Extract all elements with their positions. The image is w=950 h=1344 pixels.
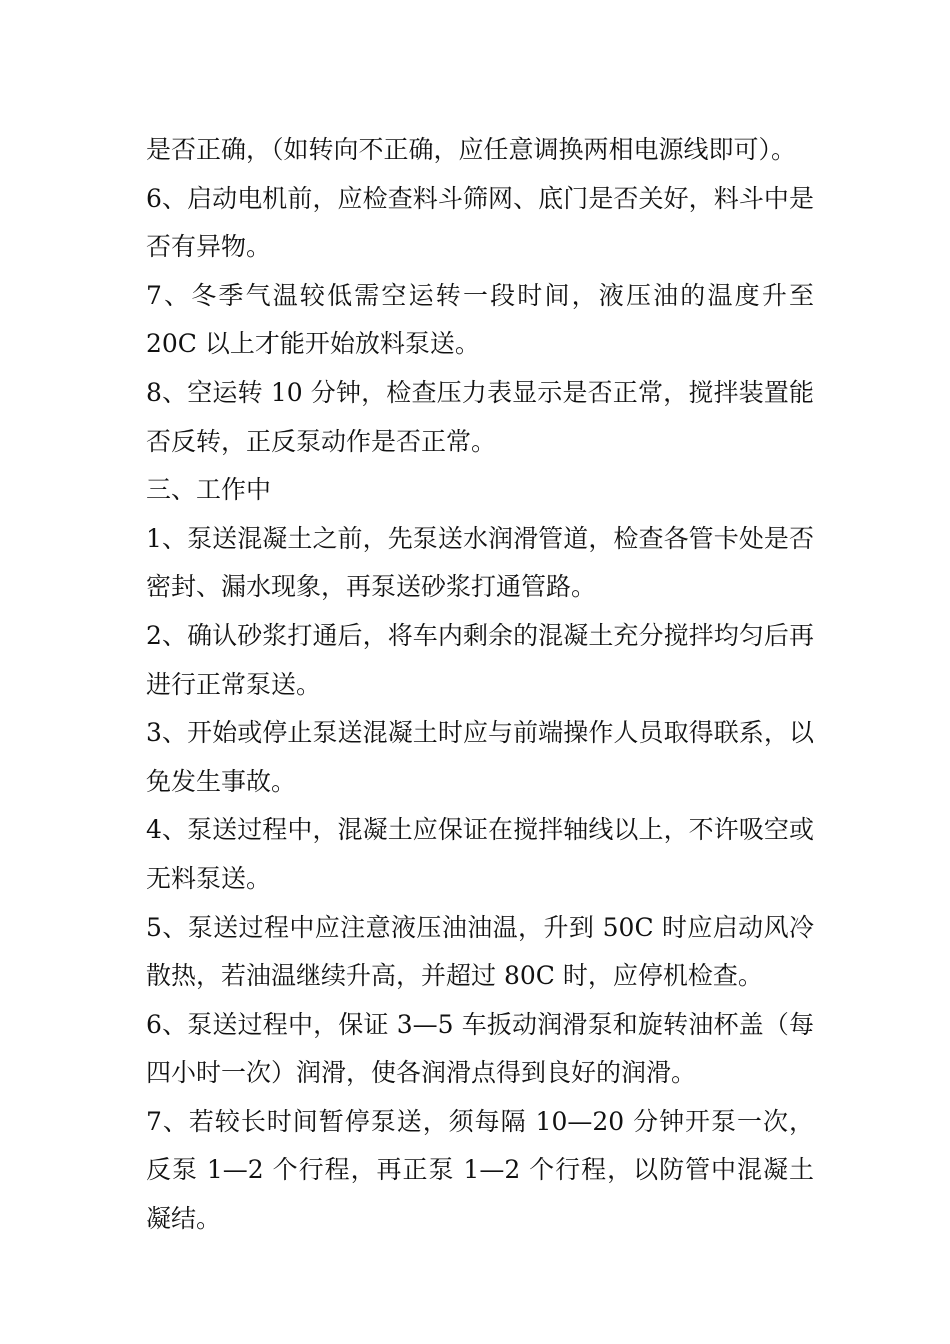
paragraph-work-item-5: 5、泵送过程中应注意液压油油温，升到 50C 时应启动风冷散热，若油温继续升高，并超过 80C 时，应停机检查。: [146, 912, 814, 991]
paragraph-item-8-idle-run: 8、空运转 10 分钟，检查压力表显示是否正常，搅拌装置能否反转，正反泵动作是否正常。: [146, 377, 814, 456]
paragraph-work-item-7: 7、若较长时间暂停泵送，须每隔 10—20 分钟开泵一次，反泵 1—2 个行程，再正泵 1—2 个行程，以防管中混凝土凝结。: [146, 1106, 814, 1234]
paragraph-item-6-motor-start: 6、启动电机前，应检查料斗筛网、底门是否关好，料斗中是否有异物。: [146, 183, 814, 262]
document-body: [146, 126, 814, 1244]
paragraph-work-item-3: 3、开始或停止泵送混凝土时应与前端操作人员取得联系，以免发生事故。: [146, 718, 814, 796]
section-heading-during-work: 三、工作中: [146, 475, 272, 505]
paragraph-work-item-6: 6、泵送过程中，保证 3—5 车扳动润滑泵和旋转油杯盖（每四小时一次）润滑，使各润滑点得到良好的润滑。: [146, 1009, 814, 1088]
paragraph-item-7-winter-warmup: 7、冬季气温较低需空运转一段时间，液压油的温度升至 20C 以上才能开始放料泵送。: [146, 280, 814, 359]
paragraph-work-item-4: 4、泵送过程中，混凝土应保证在搅拌轴线以上，不许吸空或无料泵送。: [146, 815, 814, 893]
paragraph-work-item-1: 1、泵送混凝土之前，先泵送水润滑管道，检查各管卡处是否密封、漏水现象，再泵送砂浆打通管路。: [146, 523, 814, 602]
paragraph-continued-rotation-check: 是否正确，（如转向不正确，应任意调换两相电源线即可）。: [146, 135, 797, 164]
paragraph-work-item-2: 2、确认砂浆打通后，将车内剩余的混凝土充分搅拌均匀后再进行正常泵送。: [146, 620, 814, 699]
